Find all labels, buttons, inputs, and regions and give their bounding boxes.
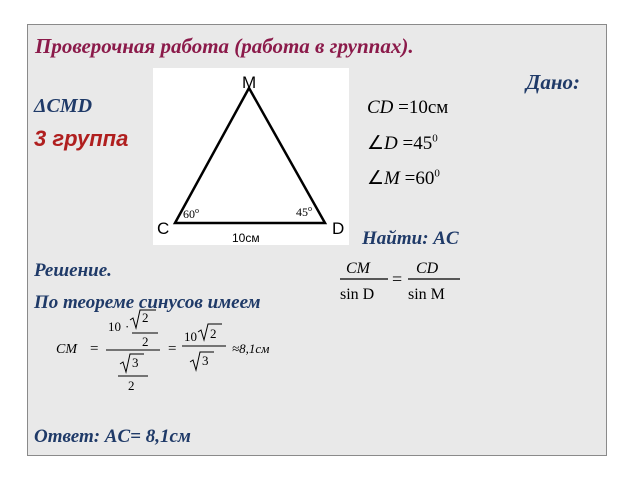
group-label: 3 группа [34, 126, 129, 151]
vertex-c-label: C [157, 219, 170, 238]
angle-c-label: 60$^o$ [183, 206, 199, 221]
given-angle-m [367, 167, 440, 190]
calc-eq2: = [168, 341, 177, 357]
given-cd-rhs: =10см [398, 97, 449, 118]
calc-bottom-2: 2 [128, 378, 135, 393]
angle-symbol: ∠ [367, 133, 385, 154]
solution-heading: Решение. [34, 260, 112, 281]
given-angle-m-sup: 0 [434, 167, 440, 180]
calc-sqrt2-b: 2 [210, 326, 217, 341]
find-label: Найти: AC [362, 228, 459, 249]
calc-sqrt3-bot: 3 [132, 355, 139, 370]
answer-text: Ответ: AC= 8,1см [34, 426, 191, 447]
given-angle-m-rhs: =60 [404, 168, 435, 189]
calc-frac-den-2: 2 [142, 334, 149, 349]
calc-eq1: = [90, 341, 99, 357]
triangle-figure [153, 68, 349, 245]
angle-symbol: ∠ [367, 168, 385, 189]
vertex-m-label: M [242, 73, 257, 92]
calc-sqrt2-top: 2 [142, 310, 149, 325]
sine-law-den1: sin D [340, 286, 375, 303]
angle-d-label: 45$^o$ [296, 204, 312, 219]
calc-num-10: 10 [108, 319, 121, 334]
theorem-text: По теореме синусов имеем [34, 292, 261, 313]
sine-law-num2: CD [416, 260, 439, 277]
given-cd-lhs: CD [367, 97, 394, 118]
given-cd [367, 97, 448, 119]
triangle-drawing [153, 68, 349, 245]
calc-formula [52, 306, 302, 398]
given-angle-d-sup: 0 [432, 132, 438, 145]
given-angle-d-lhs: D [384, 133, 398, 154]
sine-law-num1: CM [346, 260, 370, 277]
slide-title: Проверочная работа (работа в группах). [35, 34, 414, 58]
given-heading: Дано: [526, 70, 580, 94]
triangle-shape [175, 88, 325, 223]
calc-approx: ≈8,1см [232, 341, 270, 356]
given-angle-m-lhs: M [384, 168, 400, 189]
base-length-label: 10см [232, 231, 260, 245]
sine-law-equals: = [392, 269, 403, 289]
given-angle-d [367, 132, 438, 155]
calc-dot: · [125, 319, 130, 334]
calc-lhs: CM [56, 342, 77, 357]
vertex-d-label: D [332, 219, 345, 238]
calc-sqrt3-b: 3 [202, 353, 209, 368]
sine-law-den2: sin M [408, 286, 445, 303]
given-angle-d-rhs: =45 [402, 133, 433, 154]
triangle-name: ΔCMD [34, 95, 93, 117]
sine-law-formula [336, 254, 466, 308]
calc-num2: 10 [184, 329, 197, 344]
